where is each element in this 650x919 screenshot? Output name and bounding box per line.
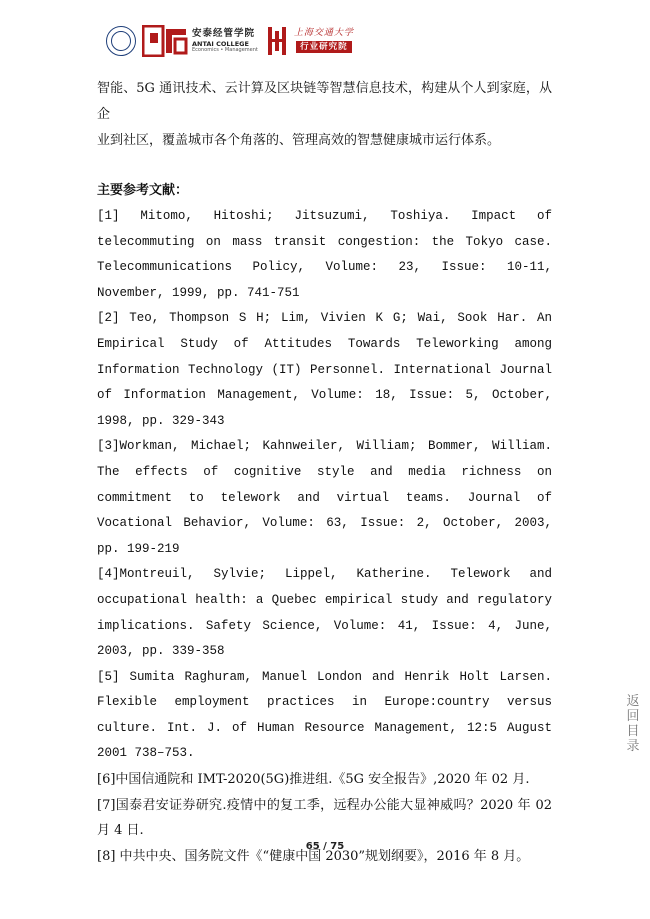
back-to-toc-link[interactable]: 返回目录 bbox=[626, 694, 640, 754]
reference-item: [2] Teo, Thompson S H; Lim, Vivien K G; Wai, Sook Har. An Empirical Study of Attitudes Towards Teleworking among Information Technology (IT) Personnel. International Journal of Information Management, Volume: 18, Issue: 5, October, 1998, pp. 329-343 bbox=[97, 311, 552, 428]
reference-item: [7]国泰君安证券研究.疫情中的复工季，远程办公能大显神威吗？2020 年 02 月 4 日. bbox=[97, 797, 552, 839]
reference-item: [8] 中共中央、国务院文件《“健康中国 2030”规划纲要》，2016 年 8 月。 bbox=[97, 848, 530, 864]
institute-badge: 行业研究院 bbox=[296, 41, 352, 54]
reference-item: [5] Sumita Raghuram, Manuel London and Henrik Holt Larsen. Flexible employment practices in Europe:country versus culture. Int. J. of Human Resource Management, 12:5 August 2001 738–753. bbox=[97, 669, 552, 761]
college-name-en: ANTAI COLLEGE bbox=[192, 39, 249, 48]
reference-item: [3]Workman, Michael; Kahnweiler, William; Bommer, William. The effects of cognitive style and media richness on commitment to telework and virtual teams. Journal of Vocational Behavior, Volume: 63, Issue: 2, October, 2003, pp. 199-219 bbox=[97, 439, 552, 556]
acem-name bbox=[192, 29, 258, 53]
reference-item: [1] Mitomo, Hitoshi; Jitsuzumi, Toshiya. Impact of telecommuting on mass transit congestion: the Tokyo case. Telecommunications Policy, Volume: 23, Issue: 10-11, November, 1999, pp. 741-751 bbox=[97, 209, 552, 300]
institute-name bbox=[294, 29, 354, 54]
references-heading: 主要参考文献： bbox=[97, 183, 189, 198]
reference-item: [4]Montreuil, Sylvie; Lippel, Katherine. Telework and occupational health: a Quebec empirical study and regulatory implications. Safety Science, Volume: 41, Issue: 4, June, 2003, pp. 339-358 bbox=[97, 567, 552, 659]
intro-line-1: 智能、5G 通讯技术、云计算及区块链等智慧信息技术，构建从个人到家庭，从企 bbox=[97, 81, 552, 122]
college-name-cn: 安泰经管学院 bbox=[192, 28, 256, 39]
university-name-cn: 上海交通大学 bbox=[293, 27, 354, 38]
page-content bbox=[97, 76, 552, 869]
page-header bbox=[106, 24, 354, 58]
page-number: 65 / 75 bbox=[305, 841, 345, 852]
intro-line-2: 业到社区，覆盖城市各个角落的、管理高效的智慧健康城市运行体系。 bbox=[97, 133, 501, 148]
sjtu-seal-logo bbox=[106, 26, 136, 56]
reference-item: [6]中国信通院和 IMT-2020(5G)推进组.《5G 安全报告》,2020 年 02 月. bbox=[97, 772, 530, 788]
college-tagline: Economics • Management bbox=[192, 47, 258, 53]
institute-logo bbox=[266, 25, 288, 57]
acem-logo bbox=[142, 25, 188, 57]
